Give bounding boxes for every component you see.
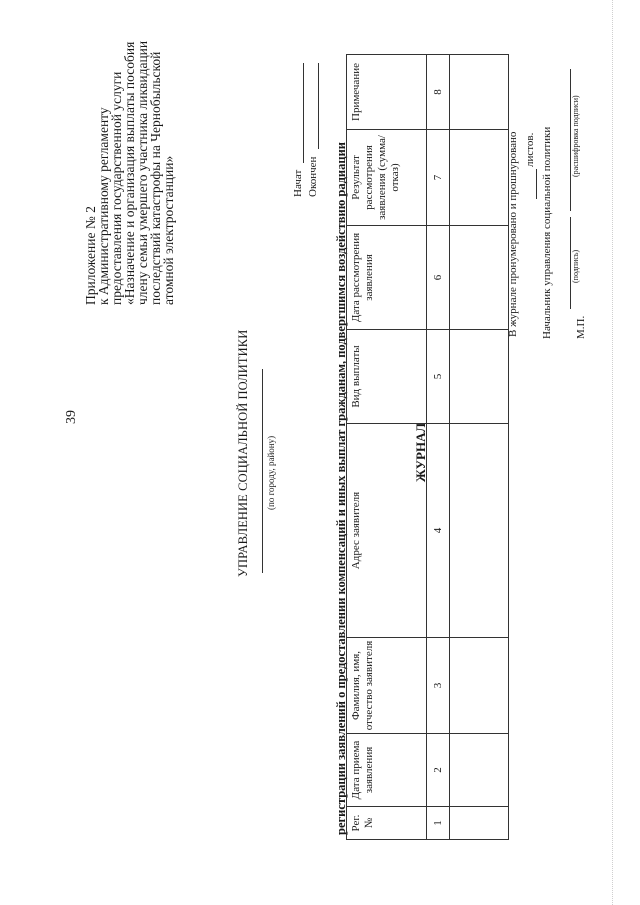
started-label: Начат [292,169,304,197]
column-number: 7 [427,130,450,226]
appendix-line: предоставления государственной услуги [109,71,124,305]
column-header: Результат рассмотрения заявления (сумма/отказ) [347,130,427,226]
ended-label: Окончен [307,156,319,197]
numbered-text: В журнале пронумеровано и прошнуровано [507,131,519,337]
table-cell [450,55,509,130]
decoding-caption: (расшифровка подписи) [571,95,580,177]
column-header: Дата приема заявления [347,734,427,807]
column-header: Адрес заявителя [347,424,427,638]
department-title: УПРАВЛЕНИЕ СОЦИАЛЬНОЙ ПОЛИТИКИ [236,329,250,577]
column-number: 4 [427,424,450,638]
sheets-count-line [536,169,537,199]
appendix-line: «Назначение и организация выплаты пособия [122,41,137,305]
department-underline [262,369,263,573]
page-number: 39 [64,410,79,424]
table-row [450,55,509,840]
table-cell [450,226,509,330]
mp-label: М.П. [575,315,587,339]
journal-subtitle: регистрации заявлений о предоставлении компенсаций и иных выплат гражданам, подвергшимся воздействию радиации [334,142,348,835]
signature-caption: (подпись) [571,249,580,283]
column-number: 6 [427,226,450,330]
journal-title: ЖУРНАЛ [413,422,428,483]
column-header: Фамилия, имя, отчество заявителя [347,638,427,734]
table-cell [450,330,509,424]
column-number: 1 [427,807,450,840]
ended-line [318,63,319,149]
column-header: Дата рассмотрения заявления [347,226,427,330]
started-line [303,63,304,163]
page-edge-divider [612,0,613,905]
appendix-line: последствий катастрофы на Чернобыльской [148,51,163,305]
appendix-line: к Административному регламенту [96,107,111,305]
column-number-row [427,55,450,840]
table-cell [450,638,509,734]
table-cell [450,424,509,638]
registration-table [346,54,509,840]
table-cell [450,734,509,807]
column-number: 3 [427,638,450,734]
column-number: 5 [427,330,450,424]
column-header: Примечание [347,55,427,130]
appendix-line: члену семьи умершего участника ликвидации [135,40,150,305]
appendix-line: Приложение № 2 [83,206,98,305]
head-label: Начальник управления социальной политики [541,126,553,339]
table-header-row [347,55,427,840]
table-cell [450,807,509,840]
column-header: Вид выплаты [347,330,427,424]
column-header: Рег. № [347,807,427,840]
appendix-line: атомной электростанции» [161,155,176,305]
column-number: 8 [427,55,450,130]
column-number: 2 [427,734,450,807]
table-cell [450,130,509,226]
sheets-word: листов. [524,132,536,167]
appendix-block [84,41,175,305]
department-subtitle: (по городу, району) [266,435,276,510]
